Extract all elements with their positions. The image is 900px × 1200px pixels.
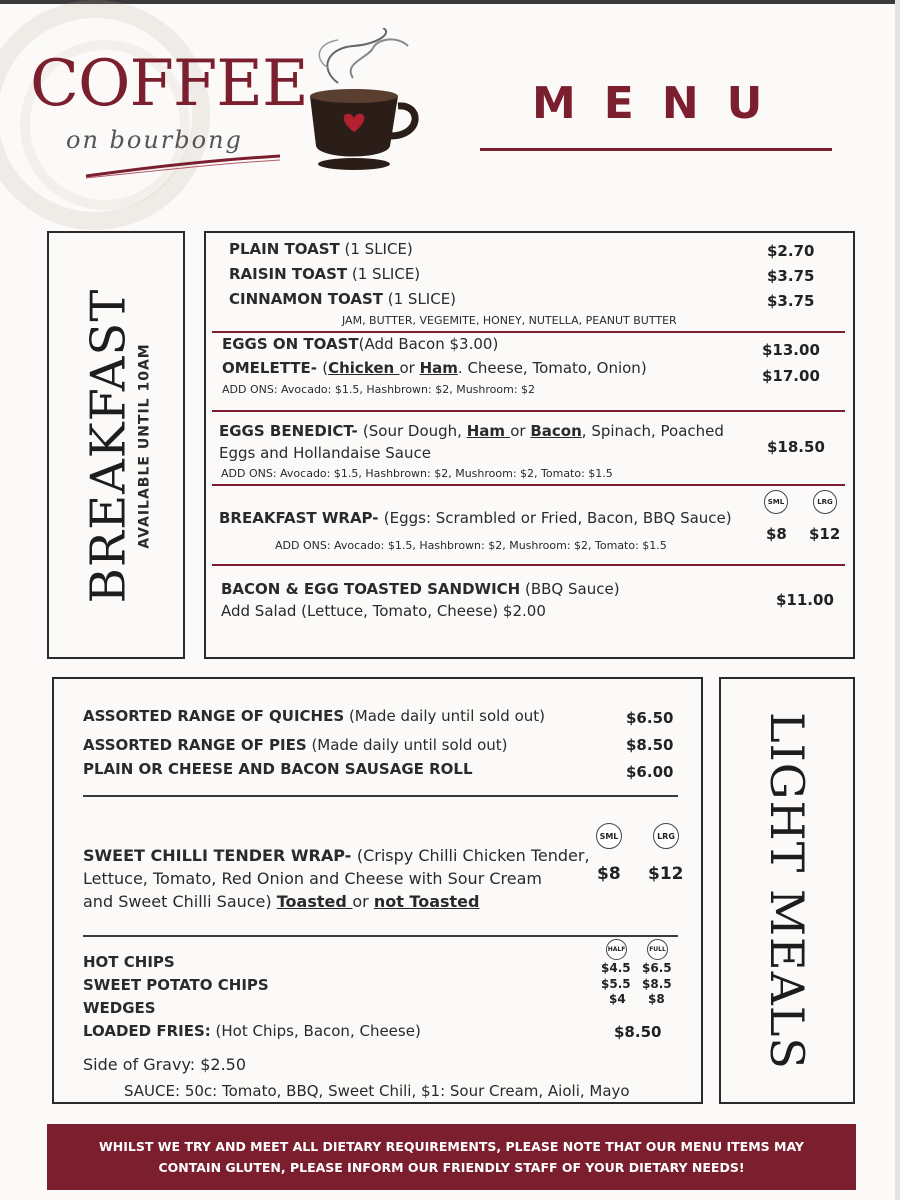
menu-item-name: WEDGES bbox=[83, 999, 156, 1017]
logo-subtitle: on bourbong bbox=[66, 126, 243, 154]
item-price: $8.50 bbox=[626, 736, 674, 754]
option-toasted: Toasted bbox=[276, 892, 353, 911]
size-large-badge: LRG bbox=[813, 490, 837, 514]
coffee-cup-icon bbox=[298, 28, 428, 173]
item-price-half: $4 bbox=[609, 992, 626, 1006]
option-ham: Ham bbox=[419, 359, 458, 377]
item-price: $3.75 bbox=[767, 292, 815, 310]
gravy-note: Side of Gravy: $2.50 bbox=[83, 1055, 247, 1074]
menu-item bbox=[229, 290, 456, 308]
menu-item bbox=[83, 736, 508, 754]
item-name: PLAIN TOAST bbox=[229, 240, 340, 258]
item-name: CINNAMON TOAST bbox=[229, 290, 383, 308]
item-price: $13.00 bbox=[762, 341, 820, 359]
item-price-small: $8 bbox=[597, 864, 621, 884]
menu-item bbox=[229, 240, 413, 258]
menu-item bbox=[221, 580, 620, 598]
addons-note: ADD ONS: Avocado: $1.5, Hashbrown: $2, Mushroom: $2, Tomato: $1.5 bbox=[275, 539, 667, 552]
size-large-badge: LRG bbox=[653, 823, 679, 849]
item-detail: (Crispy Chilli Chicken Tender, bbox=[356, 846, 590, 865]
item-name: EGGS BENEDICT- bbox=[219, 422, 363, 440]
logo-wordmark: COFFEE bbox=[30, 47, 308, 121]
item-price-large: $12 bbox=[809, 525, 841, 543]
size-full-badge: FULL bbox=[647, 939, 668, 960]
item-price: $6.00 bbox=[626, 763, 674, 781]
item-detail: , Spinach, Poached bbox=[581, 422, 724, 440]
item-detail-line: Lettuce, Tomato, Red Onion and Cheese with Sour Cream bbox=[83, 869, 542, 888]
item-detail: . Cheese, Tomato, Onion) bbox=[457, 359, 647, 377]
item-name: OMELETTE- bbox=[222, 359, 323, 377]
item-detail: or bbox=[510, 422, 531, 440]
item-detail-line bbox=[83, 892, 479, 911]
dietary-notice-banner bbox=[47, 1124, 856, 1190]
option-bacon: Bacon bbox=[530, 422, 582, 440]
addons-note: ADD ONS: Avocado: $1.5, Hashbrown: $2, Mushroom: $2 bbox=[222, 383, 536, 396]
sauce-note: SAUCE: 50c: Tomato, BBQ, Sweet Chili, $1: Sour Cream, Aioli, Mayo bbox=[124, 1082, 630, 1100]
option-ham: Ham bbox=[466, 422, 511, 440]
dietary-notice-line-2: CONTAIN GLUTEN, PLEASE INFORM OUR FRIENDLY STAFF OF YOUR DIETARY NEEDS! bbox=[158, 1160, 745, 1175]
menu-item bbox=[83, 846, 590, 865]
breakfast-title: BREAKFAST bbox=[80, 288, 137, 604]
item-price: $3.75 bbox=[767, 267, 815, 285]
section-divider bbox=[212, 331, 845, 333]
item-price-full: $6.5 bbox=[642, 961, 672, 975]
item-name: BACON & EGG TOASTED SANDWICH bbox=[221, 580, 521, 598]
item-price: $8.50 bbox=[614, 1023, 662, 1041]
size-half-badge: HALF bbox=[606, 939, 627, 960]
item-price: $11.00 bbox=[776, 591, 834, 609]
size-small-badge: SML bbox=[596, 823, 622, 849]
breakfast-label-area bbox=[66, 244, 166, 648]
section-divider bbox=[83, 935, 678, 937]
item-detail: (Add Bacon $3.00) bbox=[358, 335, 499, 353]
option-chicken: Chicken bbox=[328, 359, 400, 377]
menu-item-name: PLAIN OR CHEESE AND BACON SAUSAGE ROLL bbox=[83, 760, 473, 778]
item-price-half: $5.5 bbox=[601, 977, 631, 991]
toast-spreads-note: JAM, BUTTER, VEGEMITE, HONEY, NUTELLA, PEANUT BUTTER bbox=[342, 314, 677, 327]
item-price: $6.50 bbox=[626, 709, 674, 727]
logo-swoosh-icon bbox=[84, 152, 284, 182]
item-detail-line: Add Salad (Lettuce, Tomato, Cheese) $2.00 bbox=[221, 602, 546, 620]
menu-item bbox=[222, 359, 647, 377]
item-detail: or bbox=[352, 892, 374, 911]
item-name: LOADED FRIES: bbox=[83, 1022, 211, 1040]
item-detail: (1 SLICE) bbox=[339, 240, 413, 258]
item-price-small: $8 bbox=[766, 525, 787, 543]
section-divider bbox=[83, 795, 678, 797]
item-name: RAISIN TOAST bbox=[229, 265, 348, 283]
option-not-toasted: not Toasted bbox=[373, 892, 480, 911]
dietary-notice-line-1: WHILST WE TRY AND MEET ALL DIETARY REQUIREMENTS, PLEASE NOTE THAT OUR MENU ITEMS MAY bbox=[99, 1139, 804, 1154]
item-name: ASSORTED RANGE OF QUICHES bbox=[83, 707, 345, 725]
item-name: SWEET CHILLI TENDER WRAP- bbox=[83, 846, 357, 865]
page-right-edge bbox=[895, 0, 900, 1200]
item-detail: (Hot Chips, Bacon, Cheese) bbox=[210, 1022, 421, 1040]
item-name: EGGS ON TOAST bbox=[222, 335, 359, 353]
menu-item bbox=[222, 335, 498, 353]
item-price-full: $8.5 bbox=[642, 977, 672, 991]
item-detail: ( bbox=[322, 359, 329, 377]
size-small-badge: SML bbox=[764, 490, 788, 514]
menu-item bbox=[83, 707, 545, 725]
menu-item bbox=[229, 265, 420, 283]
addons-note: ADD ONS: Avocado: $1.5, Hashbrown: $2, Mushroom: $2, Tomato: $1.5 bbox=[221, 467, 613, 480]
item-detail-line: Eggs and Hollandaise Sauce bbox=[219, 444, 431, 462]
item-detail: and Sweet Chilli Sauce) bbox=[83, 892, 277, 911]
item-detail: or bbox=[399, 359, 420, 377]
page-title: MENU bbox=[532, 78, 791, 129]
breakfast-subtitle: AVAILABLE UNTIL 10AM bbox=[136, 343, 153, 549]
light-meals-label-area bbox=[737, 690, 837, 1092]
title-underline bbox=[480, 148, 832, 151]
item-price: $18.50 bbox=[767, 438, 825, 456]
menu-item-name: SWEET POTATO CHIPS bbox=[83, 976, 269, 994]
menu-item bbox=[83, 1022, 421, 1040]
item-price-full: $8 bbox=[648, 992, 665, 1006]
light-meals-title: LIGHT MEALS bbox=[760, 712, 814, 1070]
item-name: ASSORTED RANGE OF PIES bbox=[83, 736, 307, 754]
item-price-half: $4.5 bbox=[601, 961, 631, 975]
item-detail: (Made daily until sold out) bbox=[344, 707, 546, 725]
section-divider bbox=[212, 484, 845, 486]
item-price-large: $12 bbox=[648, 864, 684, 884]
item-detail: (1 SLICE) bbox=[382, 290, 457, 308]
menu-item bbox=[219, 422, 724, 440]
item-name: BREAKFAST WRAP- bbox=[219, 509, 384, 527]
menu-item bbox=[219, 509, 732, 527]
section-divider bbox=[212, 564, 845, 566]
page-top-edge bbox=[0, 0, 900, 4]
menu-item-name: HOT CHIPS bbox=[83, 953, 175, 971]
item-detail: (BBQ Sauce) bbox=[520, 580, 620, 598]
item-detail: (Made daily until sold out) bbox=[306, 736, 508, 754]
item-detail: (Eggs: Scrambled or Fried, Bacon, BBQ Sauce) bbox=[383, 509, 732, 527]
item-detail: (1 SLICE) bbox=[347, 265, 421, 283]
item-detail: (Sour Dough, bbox=[362, 422, 467, 440]
item-price: $17.00 bbox=[762, 367, 820, 385]
item-price: $2.70 bbox=[767, 242, 815, 260]
section-divider bbox=[212, 410, 845, 412]
